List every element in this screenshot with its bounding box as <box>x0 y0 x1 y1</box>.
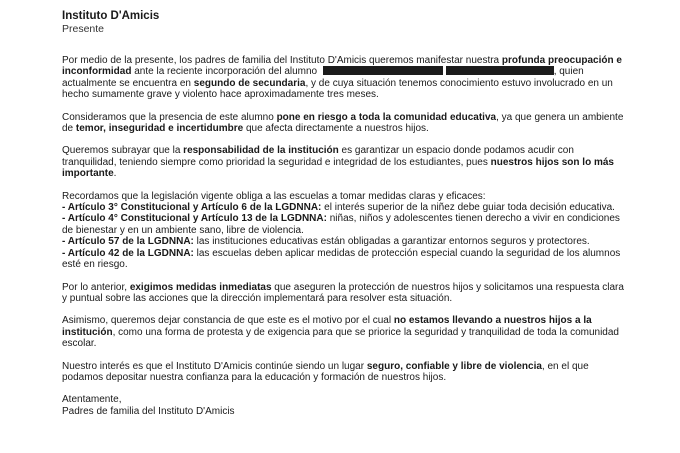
signature: Padres de familia del Instituto D'Amicis <box>62 405 235 417</box>
text: . <box>113 168 117 180</box>
text: niñas, niños y adolescentes tienen derecho a vivir en condiciones de bienestar y en un ambiente sano, libre de violencia. <box>62 213 620 236</box>
legislation-intro: Recordamos que la legislación vigente obliga a las escuelas a tomar medidas claras y eficaces: <box>62 190 486 202</box>
letter-closing <box>62 394 630 417</box>
legislation-item <box>62 248 630 271</box>
paragraph-risk <box>62 112 630 135</box>
text: Por medio de la presente, los padres de familia del Instituto D'Amicis queremos manifestar nuestra <box>62 55 502 66</box>
text: Nuestro interés es que el Instituto D'Amicis continúe siendo un lugar <box>62 360 367 372</box>
article-ref: - Artículo 57 de la LGDNNA: <box>62 236 194 248</box>
paragraph-intro <box>62 55 630 101</box>
article-ref: - Artículo 42 de la LGDNNA: <box>62 247 194 259</box>
emphasis: exigimos medidas inmediatas <box>129 281 272 293</box>
text: las escuelas deben aplicar medidas de protección especial cuando la seguridad de los alumnos esté en riesgo. <box>62 247 621 271</box>
text: que afecta directamente a nuestros hijos. <box>243 123 429 135</box>
text: , quien actualmente se encuentra en <box>62 66 584 89</box>
paragraph-demands <box>62 282 630 305</box>
emphasis: segundo de secundaria <box>193 77 306 89</box>
text: las instituciones educativas están obligadas a garantizar entornos seguros y protectores. <box>193 236 590 248</box>
legislation-item <box>62 202 630 213</box>
legislation-item <box>62 236 630 247</box>
paragraph-interest <box>62 361 630 384</box>
salutation: Atentamente, <box>62 394 122 406</box>
text: , y de cuya situación tenemos conocimiento estuvo involucrado en un hecho sumamente grave y violento hace aproximadamente tres meses. <box>62 77 613 101</box>
text: Queremos subrayar que la <box>62 145 184 157</box>
paragraph-protest <box>62 315 630 349</box>
emphasis: temor, inseguridad e incertidumbre <box>75 123 244 135</box>
text: , como una forma de protesta y de exigencia para que se priorice la seguridad y tranquilidad de toda la comunidad escolar. <box>62 326 619 350</box>
text: , en el que podamos depositar nuestra confianza para la educación y formación de nuestros hijos. <box>62 360 589 383</box>
text: Asimismo, queremos dejar constancia de que este es el motivo por el cual <box>62 315 394 327</box>
legislation-item <box>62 213 630 236</box>
letter-header <box>62 10 630 35</box>
legislation-list <box>62 191 630 271</box>
text: el interés superior de la niñez debe guiar toda decisión educativa. <box>321 202 615 214</box>
text: que aseguren la protección de nuestros hijos y solicitamos una respuesta clara y puntual sobre las acciones que la dirección implementará para resolver esta situación. <box>62 281 624 304</box>
emphasis: responsabilidad de la institución <box>183 145 339 157</box>
paragraph-responsibility <box>62 145 630 179</box>
redacted-name-block <box>323 66 443 75</box>
redacted-name-block <box>446 66 554 75</box>
emphasis: profunda preocupación e inconformidad <box>62 55 622 78</box>
emphasis: pone en riesgo a toda la comunidad educativa <box>276 111 497 123</box>
organization-name: Instituto D'Amicis <box>62 10 160 22</box>
text: , ya que genera un ambiente de <box>62 111 624 135</box>
article-ref: - Artículo 3° Constitucional y Artículo 6 de la LGDNNA: <box>62 202 322 214</box>
emphasis: seguro, confiable y libre de violencia <box>366 360 542 372</box>
text: Consideramos que la presencia de este alumno <box>62 111 277 123</box>
emphasis: no estamos llevando a nuestros hijos a la institución <box>62 315 592 338</box>
present-line: Presente <box>62 23 105 35</box>
text: es garantizar un espacio donde podamos acudir con tranquilidad, teniendo siempre como prioridad la seguridad e integridad de los estudiantes, pues <box>62 145 574 168</box>
article-ref: - Artículo 4° Constitucional y Artículo 13 de la LGDNNA: <box>62 213 327 225</box>
text: Por lo anterior, <box>62 281 130 293</box>
text: ante la reciente incorporación del alumno <box>131 66 320 78</box>
emphasis: nuestros hijos son lo más importante <box>62 156 614 180</box>
